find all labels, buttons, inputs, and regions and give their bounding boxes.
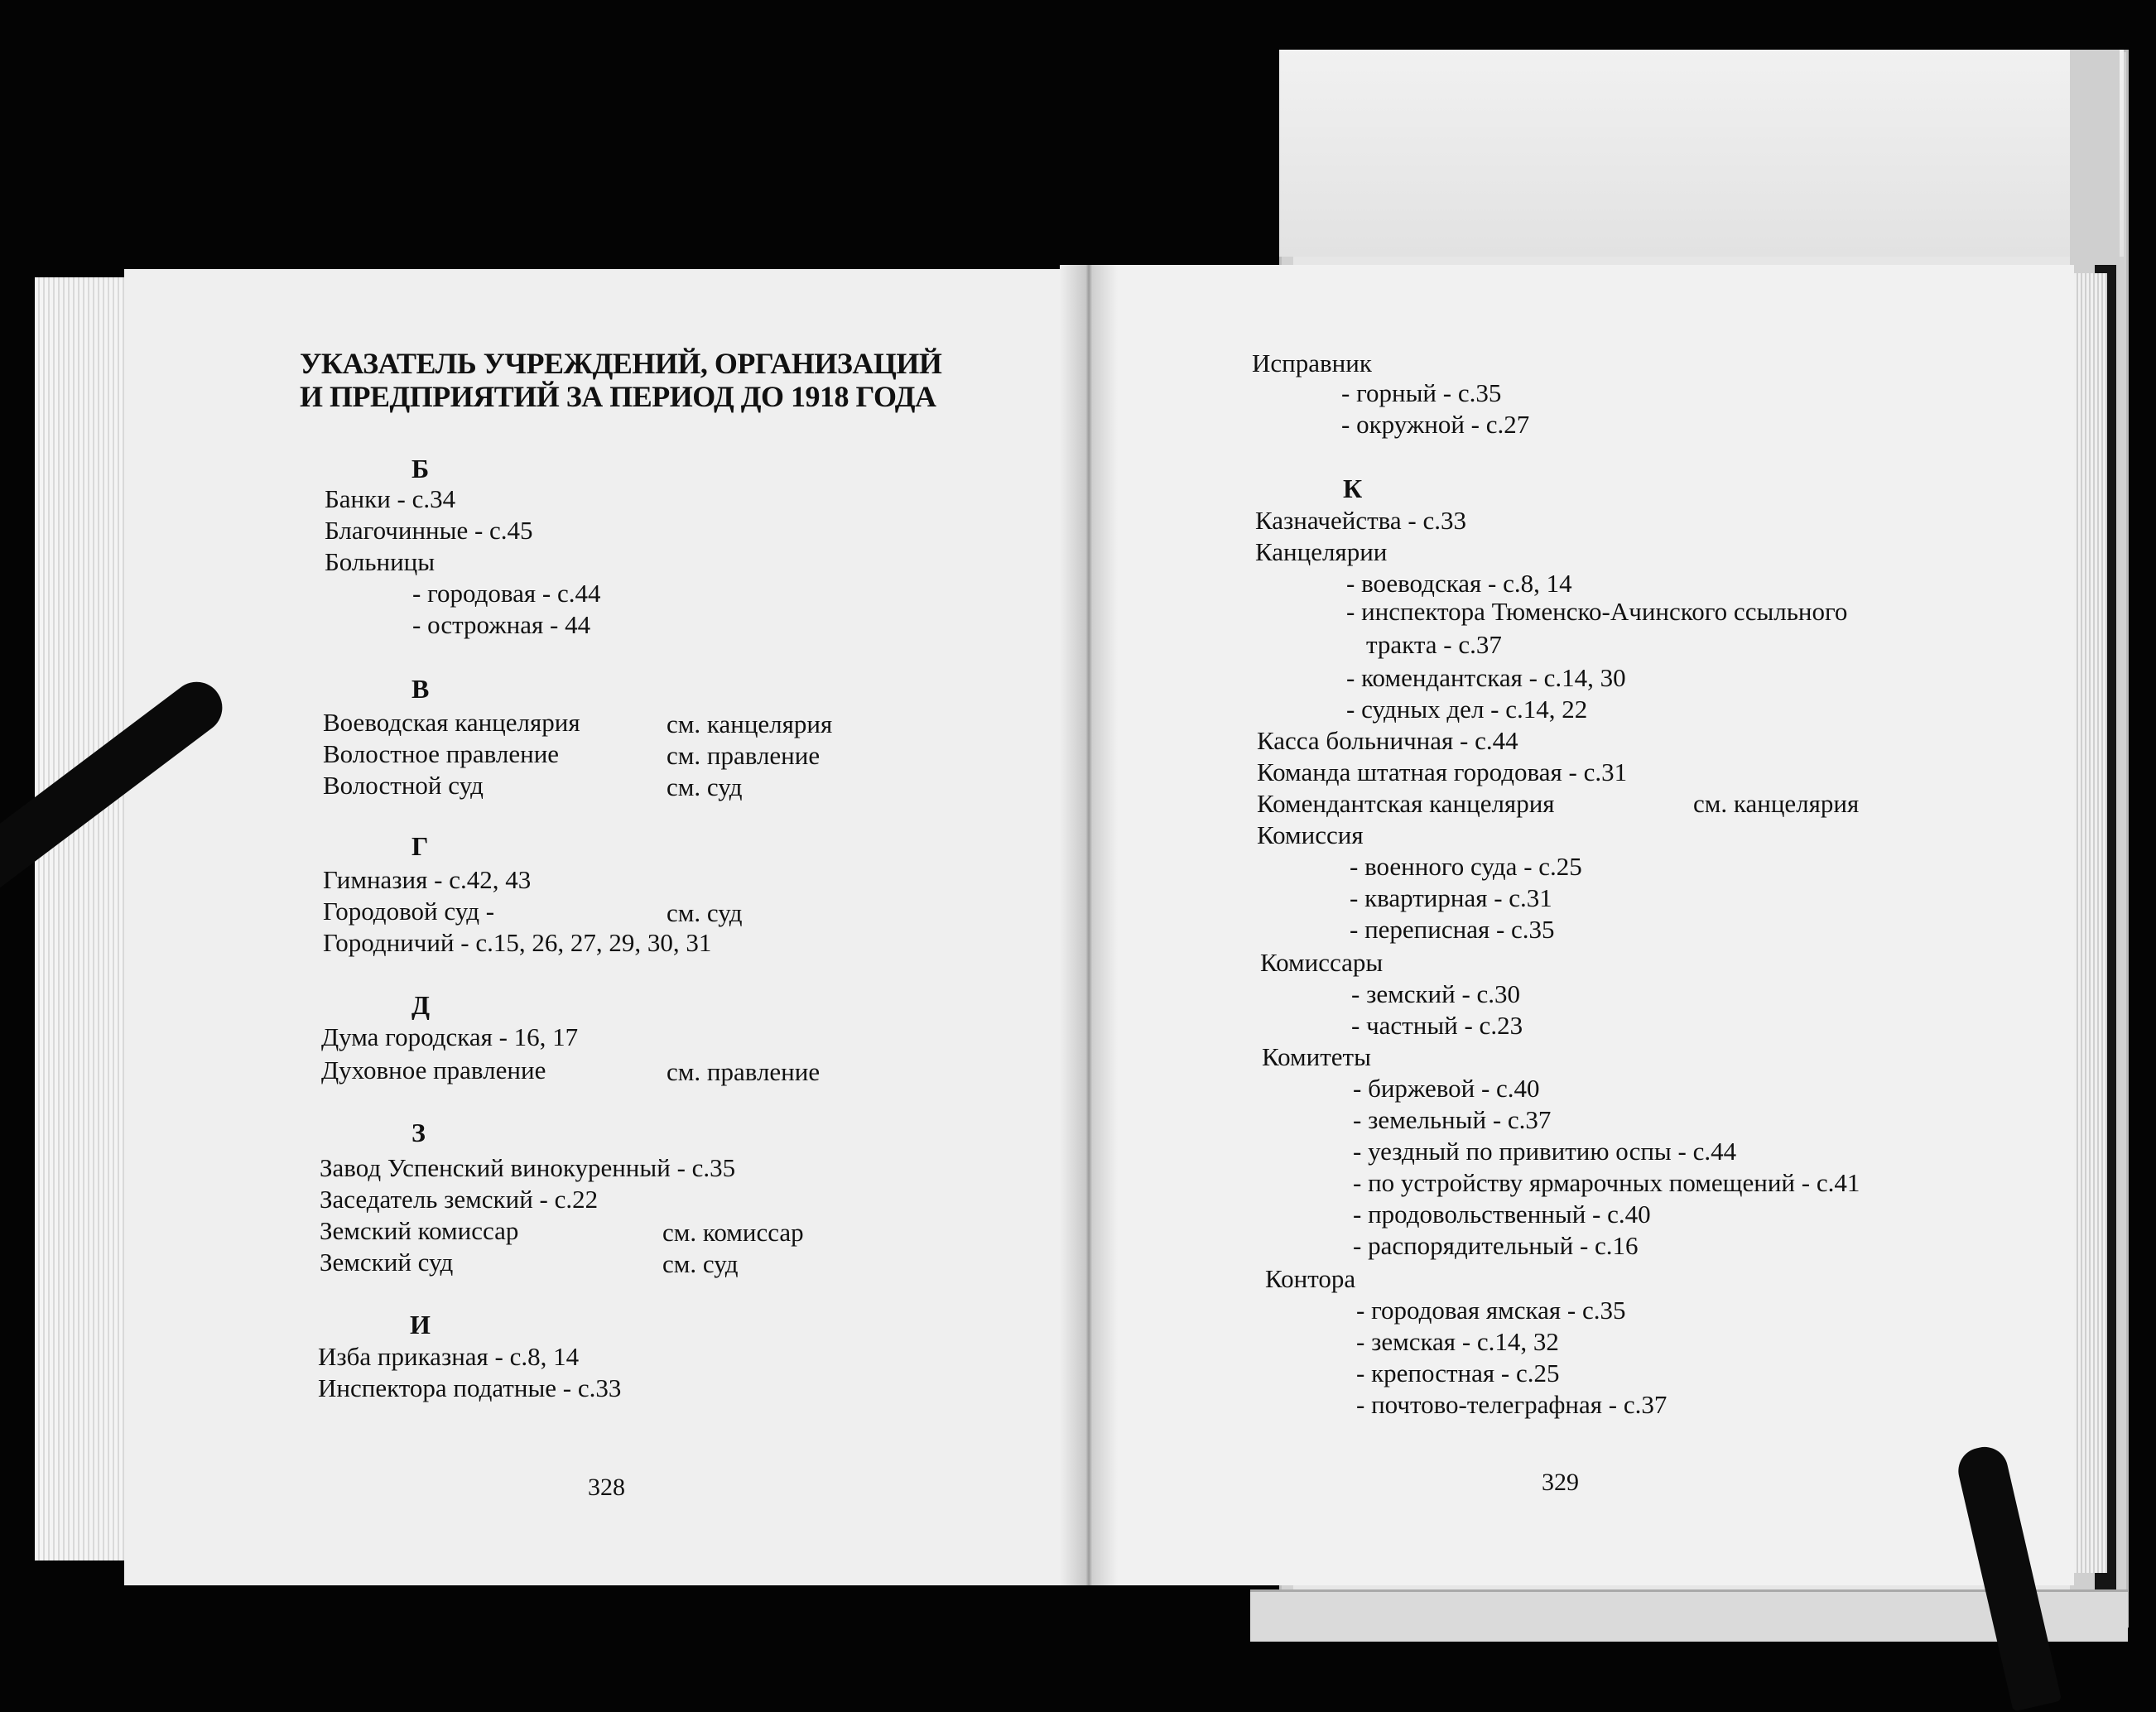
index-subentry: - биржевой - с.40 [1353,1074,1540,1103]
index-entry: Больницы [325,547,436,576]
index-entry: Заседатель земский - с.22 [320,1185,599,1214]
index-entry: Канцелярии [1255,537,1388,566]
index-entry: Изба приказная - с.8, 14 [318,1342,580,1371]
section-letter: И [410,1310,431,1339]
index-entry: Комитеты [1262,1042,1371,1071]
index-subentry: - крепостная - с.25 [1356,1359,1560,1387]
section-letter: К [1343,474,1363,503]
index-subentry: - военного суда - с.25 [1350,852,1582,881]
index-reference: см. канцелярия [667,709,833,738]
index-subentry: - уездный по привитию оспы - с.44 [1353,1137,1737,1166]
index-subentry-continuation: тракта - с.37 [1366,630,1502,659]
index-title-line-2: И ПРЕДПРИЯТИЙ ЗА ПЕРИОД ДО 1918 ГОДА [300,380,936,413]
index-subentry: - земская - с.14, 32 [1356,1327,1559,1356]
index-reference: см. комиссар [662,1218,804,1247]
index-entry: Банки - с.34 [325,484,456,513]
index-subentry: - частный - с.23 [1351,1011,1523,1040]
index-entry: Городовой суд - [323,897,495,926]
index-subentry: - острожная - 44 [412,610,591,639]
section-letter: Д [411,990,431,1020]
book-gutter [1060,265,1118,1585]
index-entry: Городничий - с.15, 26, 27, 29, 30, 31 [323,928,712,957]
right-page [1089,265,2074,1585]
section-letter: Г [411,831,429,861]
right-page-edges [2070,273,2107,1573]
index-entry: Контора [1265,1264,1356,1293]
index-entry: Комендантская канцелярия [1257,789,1555,818]
index-entry: Инспектора податные - с.33 [318,1373,622,1402]
index-entry: Команда штатная городовая - с.31 [1257,757,1628,786]
index-title-line-1: УКАЗАТЕЛЬ УЧРЕЖДЕНИЙ, ОРГАНИЗАЦИЙ [300,347,942,380]
index-entry: Духовное правление [321,1056,546,1084]
index-subentry: - воеводская - с.8, 14 [1346,569,1572,598]
section-letter: Б [411,454,430,483]
index-entry: Гимназия - с.42, 43 [323,865,532,894]
index-entry: Благочинные - с.45 [325,516,533,545]
index-entry: Волостное правление [323,739,560,768]
index-entry: Земский суд [320,1248,454,1277]
index-subentry: - по устройству ярмарочных помещений - с.41 [1353,1168,1860,1197]
index-reference: см. суд [667,772,743,801]
index-entry: Казначейства - с.33 [1255,506,1466,535]
index-entry: Комиссия [1257,820,1364,849]
index-subentry: - почтово-телеграфная - с.37 [1356,1390,1668,1419]
index-subentry: - городовая - с.44 [412,579,601,608]
page-number-right: 329 [1542,1469,1579,1496]
index-subentry: - комендантская - с.14, 30 [1346,663,1626,692]
index-subentry: - распорядительный - с.16 [1353,1231,1639,1260]
background-book-top [1279,50,2124,257]
index-reference: см. канцелярия [1693,789,1860,818]
index-entry: Земский комиссар [320,1216,519,1245]
index-entry: Комиссары [1260,948,1384,977]
left-page-edges [35,277,134,1561]
section-letter: З [411,1118,426,1147]
index-reference: см. правление [667,741,821,770]
index-entry: Воеводская канцелярия [323,708,580,737]
index-entry: Касса больничная - с.44 [1257,726,1518,755]
index-subentry: - квартирная - с.31 [1350,883,1552,912]
index-subentry: - инспектора Тюменско-Ачинского ссыльного [1346,597,1848,626]
index-subentry: - судных дел - с.14, 22 [1346,695,1588,724]
index-subentry: - городовая ямская - с.35 [1356,1296,1626,1325]
index-entry: Завод Успенский винокуренный - с.35 [320,1153,736,1182]
index-reference: см. правление [667,1057,821,1086]
index-subentry: - земский - с.30 [1351,979,1521,1008]
index-entry: Исправник [1252,349,1372,378]
index-subentry: - горный - с.35 [1341,378,1502,407]
index-reference: см. суд [667,898,743,927]
index-reference: см. суд [662,1249,739,1278]
section-letter: В [411,674,430,704]
index-subentry: - окружной - с.27 [1341,410,1530,439]
index-subentry: - земельный - с.37 [1353,1105,1552,1134]
index-subentry: - переписная - с.35 [1350,915,1555,944]
page-number-left: 328 [588,1474,625,1501]
index-subentry: - продовольственный - с.40 [1353,1200,1651,1229]
index-entry: Волостной суд [323,771,484,800]
index-entry: Дума городская - 16, 17 [321,1022,579,1051]
